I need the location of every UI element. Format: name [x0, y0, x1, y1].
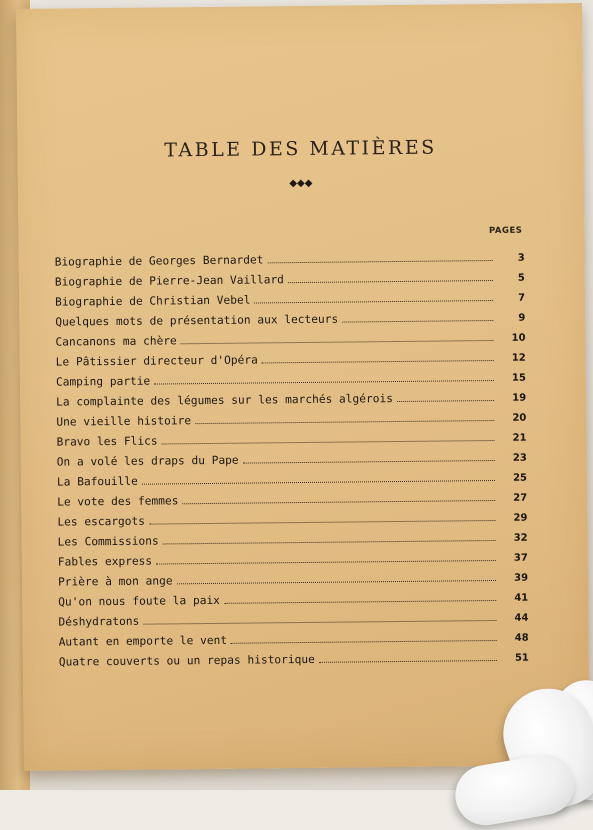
toc-entry-page: 20: [512, 412, 527, 424]
dot-leader: [397, 399, 494, 402]
toc-entry-page: 44: [514, 612, 529, 624]
toc-entry-page: 15: [511, 372, 526, 384]
dot-leader: [224, 599, 496, 604]
toc-entry-title: Camping partie: [55, 374, 151, 389]
diamond-ornament-icon: ◆◆◆: [289, 177, 313, 190]
toc-entry-title: On a volé les draps du Pape: [56, 453, 239, 469]
toc-entry-page: 23: [512, 452, 527, 464]
toc-entry-page: 32: [513, 532, 528, 544]
toc-entry-page: 21: [512, 432, 527, 444]
toc-entry-title: Le vote des femmes: [57, 494, 179, 509]
toc-entry-title: Les escargots: [57, 514, 146, 529]
toc-entry-title: Biographie de Pierre-Jean Vaillard: [54, 273, 284, 289]
dot-leader: [342, 319, 493, 323]
toc-entry-page: 29: [513, 512, 528, 524]
toc-entry-page: 3: [517, 252, 525, 264]
dot-leader: [254, 299, 493, 303]
toc-entry-page: 51: [514, 652, 529, 664]
page-title: TABLE DES MATIÈRES: [164, 136, 437, 162]
toc-entry-title: Biographie de Christian Vebel: [55, 293, 251, 309]
toc-entry-page: 12: [511, 352, 526, 364]
toc-entry-title: Quatre couverts ou un repas historique: [58, 652, 315, 669]
dot-leader: [243, 459, 495, 464]
toc-entry-page: 5: [517, 272, 525, 284]
toc-entry-title: Cancanons ma chère: [55, 334, 177, 349]
toc-entry-page: 27: [513, 492, 528, 504]
dot-leader: [267, 259, 492, 263]
dot-leader: [319, 659, 497, 663]
toc-entry-title: La complainte des légumes sur les marchés algérois: [56, 392, 393, 409]
toc-entry-title: Déshydratons: [58, 614, 140, 629]
toc-entry-title: Autant en emporte le vent: [58, 633, 228, 649]
toc-entry-title: Les Commissions: [57, 534, 159, 549]
dot-leader: [195, 419, 494, 424]
toc-entry-title: Quelques mots de présentation aux lecteurs: [55, 312, 339, 329]
book-page: [16, 3, 590, 771]
toc-entry-page: 48: [514, 632, 529, 644]
toc-entry-page: 9: [518, 312, 526, 324]
toc-entry-title: La Bafouille: [56, 474, 138, 489]
toc-entry-title: Fables express: [57, 554, 153, 569]
toc-entry-title: Qu'on nous foute la paix: [58, 593, 220, 609]
table-of-contents: [55, 244, 529, 669]
dot-leader: [182, 499, 495, 504]
toc-entry-page: 19: [512, 392, 527, 404]
pages-column-label: PAGES: [488, 225, 523, 237]
dot-leader: [288, 279, 493, 283]
toc-entry-page: 39: [514, 572, 529, 584]
dot-leader: [262, 359, 494, 363]
toc-entry-title: Biographie de Georges Bernardet: [54, 253, 264, 269]
toc-entry-page: 25: [512, 472, 528, 484]
toc-entry-page: 41: [514, 592, 529, 604]
toc-entry-page: 10: [511, 332, 526, 344]
dot-leader: [231, 639, 497, 644]
toc-entry-page: 7: [518, 292, 526, 304]
toc-entry-title: Une vieille histoire: [56, 414, 192, 429]
toc-entry-title: Prière à mon ange: [57, 574, 173, 589]
toc-entry-page: 37: [513, 552, 528, 564]
toc-entry-title: Le Pâtissier directeur d'Opéra: [55, 353, 258, 369]
toc-entry-title: Bravo les Flics: [56, 434, 158, 449]
